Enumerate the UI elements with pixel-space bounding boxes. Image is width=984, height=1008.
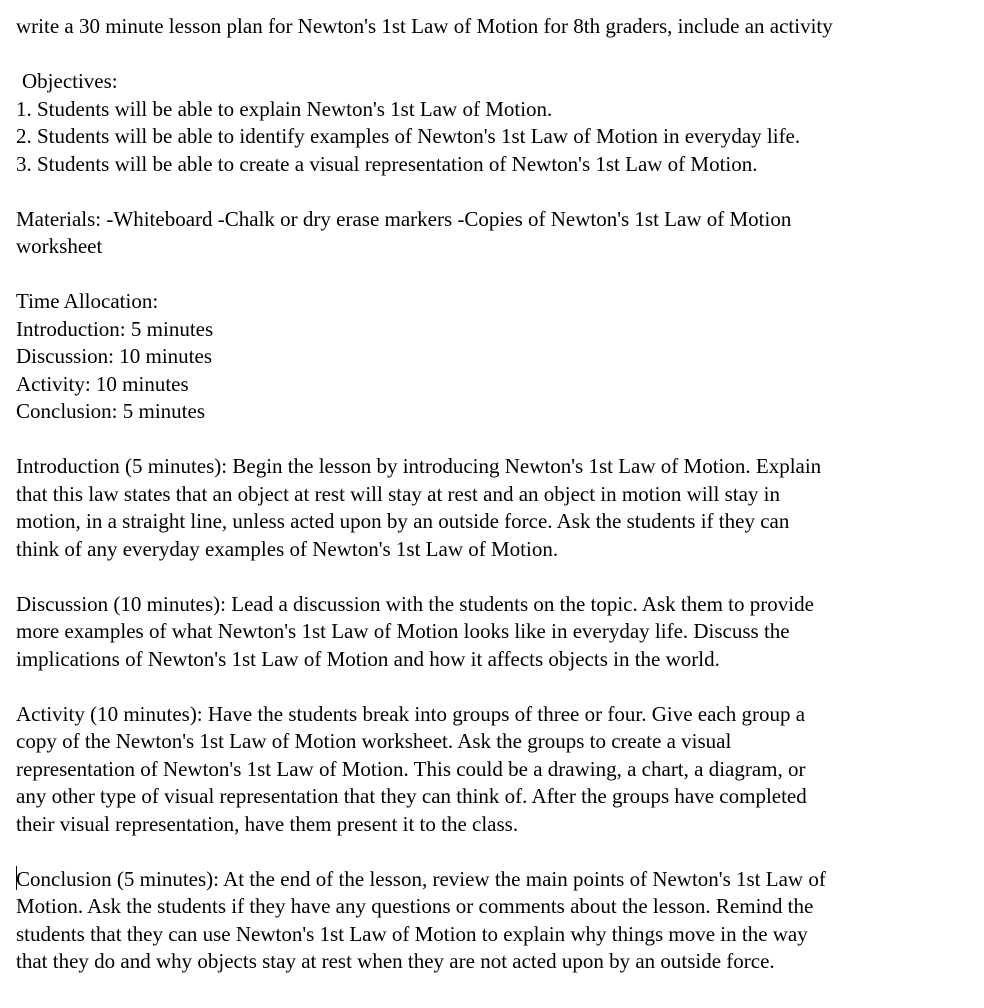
activity-line-2: copy of the Newton's 1st Law of Motion worksheet. Ask the groups to create a visual <box>16 729 732 753</box>
introduction-line-2: that this law states that an object at rest will stay at rest and an object in motion will stay in <box>16 481 780 506</box>
prompt-text: write a 30 minute lesson plan for Newton's 1st Law of Motion for 8th graders, include an activity <box>16 14 833 38</box>
discussion-line-2: more examples of what Newton's 1st Law of Motion looks like in everyday life. Discuss the <box>16 619 790 643</box>
activity-line-5: their visual representation, have them present it to the class. <box>16 811 519 836</box>
discussion-section <box>16 591 966 674</box>
activity-line-4: any other type of visual representation that they can think of. After the groups have completed <box>16 784 807 808</box>
blank-line <box>16 261 966 289</box>
discussion-line-1: Discussion (10 minutes): Lead a discussion with the students on the topic. Ask them to provide <box>16 591 814 616</box>
conclusion-line-4: that they do and why objects stay at rest when they are not acted upon by an outside force. <box>16 949 775 973</box>
conclusion-line-2: Motion. Ask the students if they have any questions or comments about the lesson. Remind the <box>16 894 814 918</box>
time-allocation-heading: Time Allocation: <box>16 289 159 313</box>
activity-section <box>16 701 966 839</box>
introduction-line-1: Introduction (5 minutes): Begin the lesson by introducing Newton's 1st Law of Motion. Explain <box>16 454 822 478</box>
activity-line-1: Activity (10 minutes): Have the students break into groups of three or four. Give each group a <box>16 701 806 726</box>
time-item-discussion: Discussion: 10 minutes <box>16 344 213 368</box>
blank-line <box>16 41 966 69</box>
activity-line-3: representation of Newton's 1st Law of Motion. This could be a drawing, a chart, a diagram, or <box>16 756 806 781</box>
introduction-line-4: think of any everyday examples of Newton's 1st Law of Motion. <box>16 536 559 561</box>
time-allocation-section <box>16 288 966 426</box>
objectives-section <box>16 68 966 178</box>
document-body[interactable] <box>16 13 966 976</box>
objective-item-2: 2. Students will be able to identify examples of Newton's 1st Law of Motion in everyday life. <box>16 124 801 148</box>
blank-line <box>16 673 966 701</box>
objective-item-3: 3. Students will be able to create a visual representation of Newton's 1st Law of Motion. <box>16 151 758 176</box>
time-item-activity: Activity: 10 minutes <box>16 371 189 396</box>
objectives-heading: Objectives: <box>22 69 118 93</box>
objective-item-1: 1. Students will be able to explain Newton's 1st Law of Motion. <box>16 96 553 121</box>
materials-line-1: Materials: -Whiteboard -Chalk or dry erase markers -Copies of Newton's 1st Law of Motion <box>16 206 792 231</box>
blank-line <box>16 178 966 206</box>
conclusion-line-1-wrapper <box>16 866 966 894</box>
introduction-section <box>16 453 966 563</box>
blank-line <box>16 838 966 866</box>
materials-section <box>16 206 966 261</box>
blank-line <box>16 563 966 591</box>
materials-line-2: worksheet <box>16 234 103 258</box>
blank-line <box>16 426 966 454</box>
conclusion-section <box>16 866 966 976</box>
time-item-introduction: Introduction: 5 minutes <box>16 316 214 341</box>
introduction-line-3: motion, in a straight line, unless acted upon by an outside force. Ask the students if they can <box>16 509 790 533</box>
discussion-line-3: implications of Newton's 1st Law of Motion and how it affects objects in the world. <box>16 646 720 671</box>
conclusion-line-3: students that they can use Newton's 1st Law of Motion to explain why things move in the way <box>16 921 808 946</box>
conclusion-line-1: Conclusion (5 minutes): At the end of the lesson, review the main points of Newton's 1st Law of <box>16 866 826 891</box>
time-item-conclusion: Conclusion: 5 minutes <box>16 399 205 423</box>
